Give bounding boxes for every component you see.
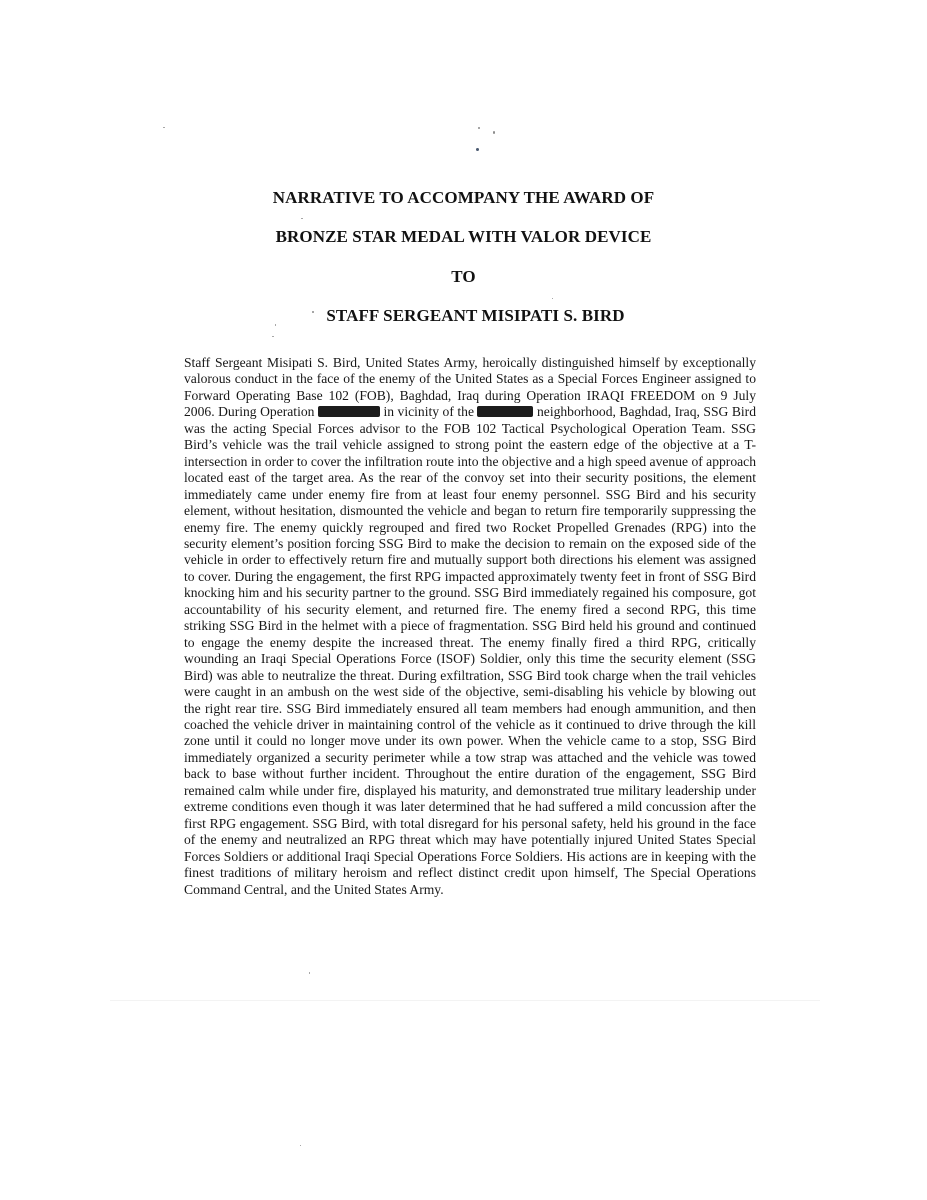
title-line-3: TO: [451, 267, 476, 286]
scan-speck: [301, 218, 303, 219]
title-line-2: BRONZE STAR MEDAL WITH VALOR DEVICE: [275, 227, 652, 246]
scan-speck: [478, 127, 480, 129]
scan-speck: [552, 298, 553, 299]
scan-edge-line: [110, 1000, 820, 1001]
scan-speck: [493, 131, 495, 134]
scan-speck: [300, 1145, 301, 1146]
scan-speck: [272, 336, 274, 337]
scan-speck: [163, 127, 165, 128]
title-line-4: STAFF SERGEANT MISIPATI S. BIRD: [326, 306, 625, 325]
narrative-text-part-3: neighborhood, Baghdad, Iraq, SSG Bird was the acting Special Forces advisor to the FOB 102 Tactical Psychological Operation Team. SSG Bird’s vehicle was the trail vehicle assigned to strong point the eastern edge of the objective at a T-intersection in order to cover the infiltration route into the objective and a high speed avenue of approach located east of the target area. As the rear of the convoy set into their security positions, the element immediately came under enemy fire from at least four enemy personnel. SSG Bird and his security element, without hesitation, dismounted the vehicle and began to return fire temporarily suppressing the enemy fire. The enemy quickly regrouped and fired two Rocket Propelled Grenades (RPG) into the security element’s position forcing SSG Bird to make the decision to remain on the exposed side of the vehicle in order to effectively return fire and mutually support both directions his element was assigned to cover. During the engagement, the first RPG impacted approximately twenty feet in front of SSG Bird knocking him and his security partner to the ground. SSG Bird immediately regained his composure, got accountability of his security element, and returned fire. The enemy fired a second RPG, this time striking SSG Bird in the helmet with a piece of fragmentation. SSG Bird held his ground and continued to engage the enemy despite the increased threat. The enemy finally fired a third RPG, critically wounding an Iraqi Special Operations Force (ISOF) Soldier, only this time the security element (SSG Bird) was able to neutralize the threat. During exfiltration, SSG Bird took charge when the trail vehicles were caught in an ambush on the west side of the objective, semi-disabling his vehicle by blowing out the right rear tire. SSG Bird immediately ensured all team members had enough ammunition, and then coached the vehicle driver in maintaining control of the vehicle as it continued to drive through the kill zone until it could no longer move under its own power. When the vehicle came to a stop, SSG Bird immediately organized a security perimeter while a tow strap was attached and the vehicle was towed back to base without further incident. Throughout the entire duration of the engagement, SSG Bird remained calm while under fire, displayed his maturity, and demonstrated true military leadership under extreme conditions even though it was later determined that he had suffered a mild concussion after the first RPG engagement. SSG Bird, with total disregard for his personal safety, held his ground in the face of the enemy and neutralized an RPG threat which may have potentially injured United States Special Forces Soldiers or additional Iraqi Special Operations Force Soldiers. His actions are in keeping with the finest traditions of military heroism and reflect distinct credit upon himself, The Special Operations Command Central, and the United States Army.: [184, 404, 756, 897]
redaction-operation-name: [318, 406, 380, 417]
title-line-1: NARRATIVE TO ACCOMPANY THE AWARD OF: [272, 188, 655, 207]
narrative-paragraph: [184, 355, 756, 898]
scan-speck: [476, 148, 479, 151]
redaction-neighborhood-name: [477, 406, 533, 417]
narrative-text-part-1: Staff Sergeant Misipati S. Bird, United States Army, heroically distinguished himself by exceptionally valorous conduct in the face of the enemy of the United States as a Special Forces Engineer assigned to Forward Operating Base 102 (FOB), Baghdad, Iraq during Operation IRAQI FREEDOM on 9 July 2006. During Operation: [184, 355, 756, 420]
scan-speck: [309, 972, 310, 974]
narrative-text-part-2: in vicinity of the: [379, 404, 478, 420]
